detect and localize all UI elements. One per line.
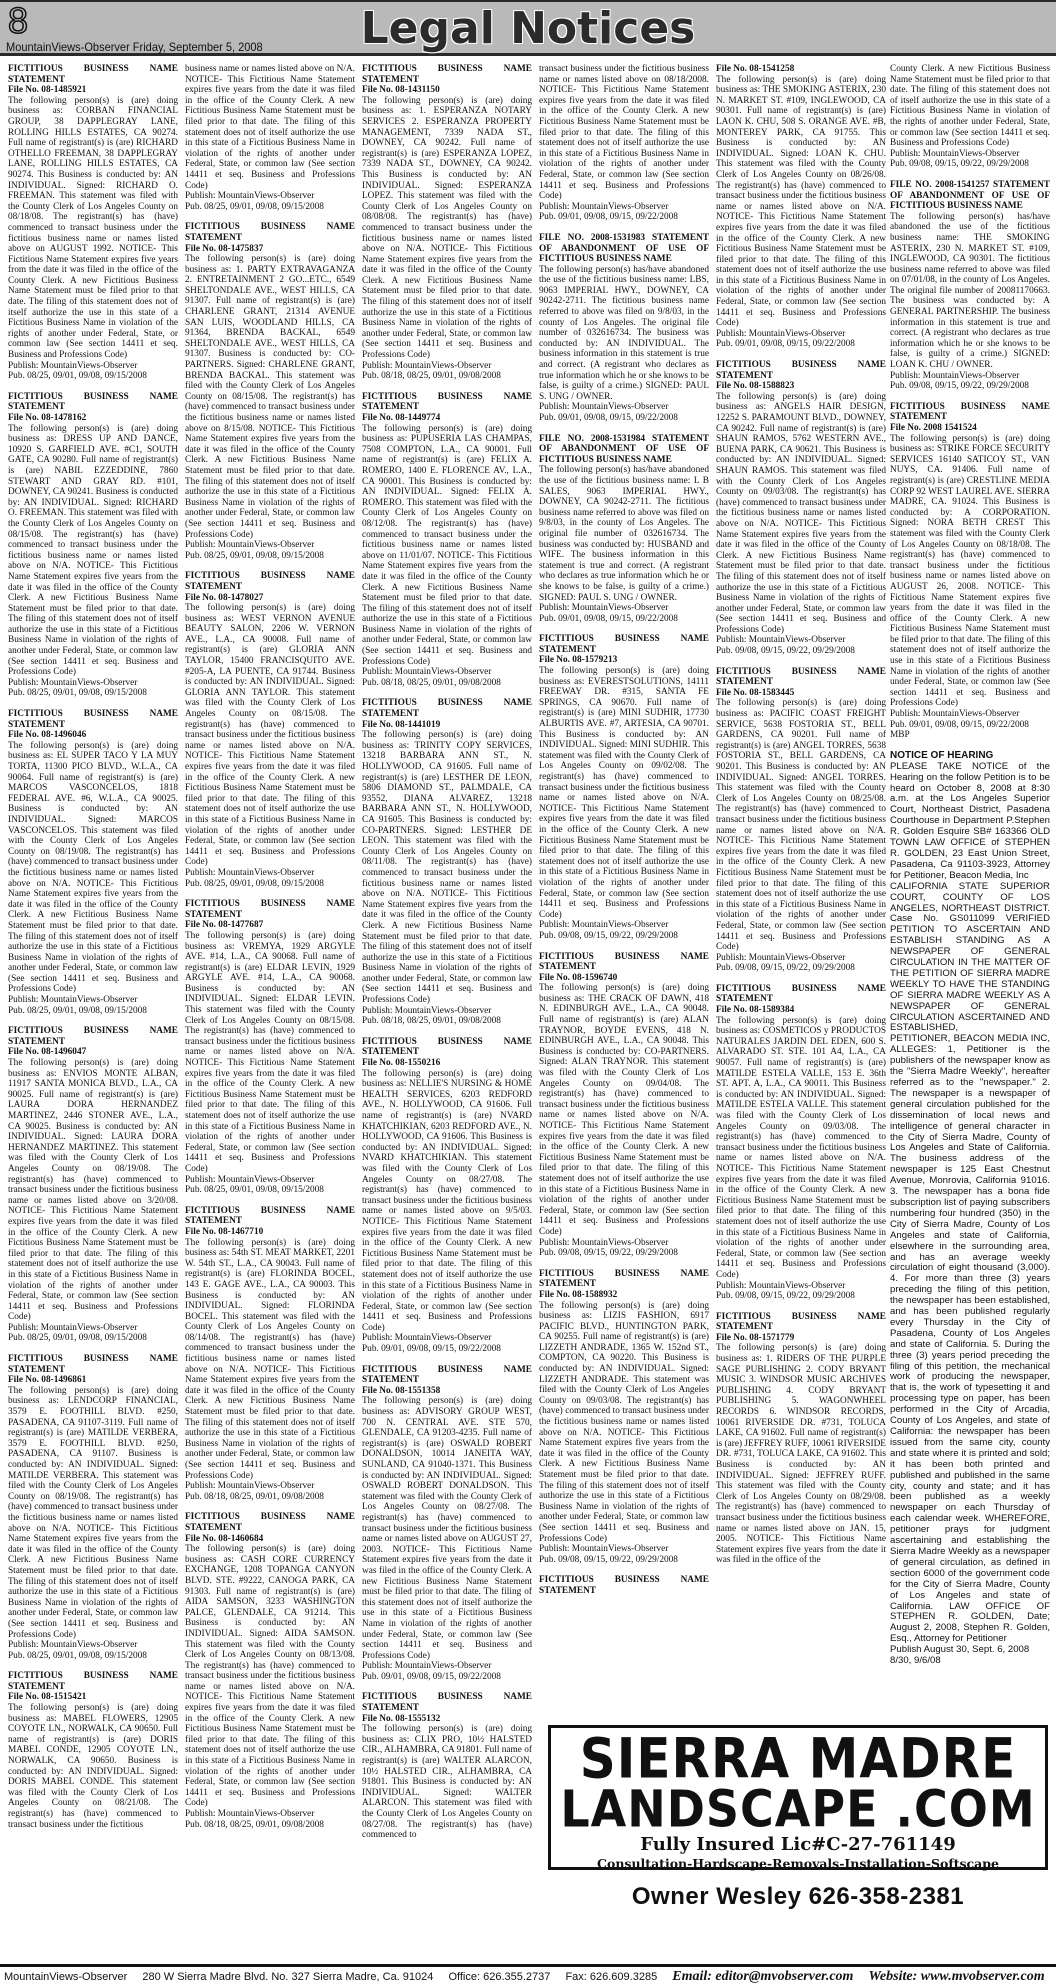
notice-heading: FICTITIOUS BUSINESS NAME STATEMENT [8,64,178,85]
notice-of-hearing [890,751,1050,1667]
notice-heading: FICTITIOUS BUSINESS NAME STATEMENT [539,634,709,655]
notice-publisher: Publish: MountainViews-Observer [362,1333,492,1344]
notice-publish-dates: Pub. 08/18, 08/25, 09/01, 09/08/2008 [362,371,501,382]
notice-heading: FICTITIOUS BUSINESS NAME STATEMENT [362,698,532,720]
notice-heading: FICTITIOUS BUSINESS NAME STATEMENT [8,1354,178,1375]
notice-publisher: Publish: MountainViews-Observer [185,191,315,202]
notice-publish-dates: Pub. 08/18, 08/25, 09/01, 09/08/2008 [185,1491,324,1502]
legal-notice [716,360,886,657]
notice-file-number: File No. 08-1477687 [185,920,264,931]
legal-notice [539,64,709,223]
notice-body: The following person(s) is (are) doing business as: STRIKE FORCE SECURITY SERVICES 16140 SATICOY ST., VAN NUYS, CA. 91406. Full name of registrant(s) is (are) CRESTLINE MEDIA CORP 92 WEST LAUREL AVE. SIERRA MADRE, CA. 91024. This Business is conducted by: A CORPORATION. Signed: NORA BETH CREST This statement was filed with the County Clerk of Los Angeles County on 08/18/08. The registrant(s) has (have) commenced to transact business under the fictitious business name or names listed above on AUGUST 26, 2008. NOTICE- This Fictitious Name Statement expires five years from the date it was filed in the office of the County Clerk. A new Fictitious Business Name Statement must be filed prior to that date. The filing of this statement does not of itself authorize the use in this state of a Fictitious Business Name in violation of the rights of another under Federal, State, or common law (See section 14411 et seq. Business and Professions Code) [890,433,1050,709]
notice-heading: FICTITIOUS BUSINESS NAME STATEMENT [185,222,355,243]
notice-publisher: Publish: MountainViews-Observer [8,677,138,688]
notice-body: The following person(s) is (are) doing business as: ENVIOS MONTE ALBAN, 11917 SANTA MONICA BLVD., L.A., CA 90025. Full name of registrant(s) is (are) LAURA DORA HERNANDEZ MARTINEZ, 2446 STONER AVE., L.A., CA 90025. Business is conducted by: AN INDIVIDUAL. Signed: LAURA DORA HERNANDEZ MARTINEZ. This statement was filed with the County Clerk of Los Angeles County on 08/19/08. The registrant(s) has (have) commenced to transact business under the fictitious business name or names listed above on 3/20/08. NOTICE- This Fictitious Name Statement expires five years from the date it was filed in the office of the County Clerk. A new Fictitious Business Name Statement must be filed prior to that date. The filing of this statement does not of itself authorize the use in this state of a Fictitious Business Name in violation of the rights of another under Federal, State, or common law (See section 14411 et seq. Business and Professions Code) [8,1058,178,1323]
legal-notice [890,402,1050,741]
legal-notice [185,64,355,212]
notice-publish-dates: Pub. 09/08, 09/15, 09/22, 09/29/2008 [539,930,678,941]
notice-publish-dates: Pub. 09/01, 09/08, 09/15, 09/22/2008 [716,339,855,350]
notice-columns [0,60,1056,1872]
notice-publisher: Publish: MountainViews-Observer [539,1237,669,1248]
notice-body: The following person(s) has/have abandoned the use of the fictitious business name: LBS, 9063 IMPERIAL HWY., DOWNEY, CA 90242-2711. The fictitious business name referred to above was filed on 9/8/03, in the county of Los Angeles. The original file number of 032616734. The business was conducted by: AN INDIVIDUAL. The business information in this statement is true and correct. (A registrant who declares as true information which he or she knows to be false, is guilty of a crime.) SIGNED: PAUL S. UNG / OWNER. [539,264,709,402]
notice-heading: FICTITIOUS BUSINESS NAME STATEMENT [185,571,355,592]
paper-dateline: MountainViews-Observer Friday, September 5, 2008 [6,40,263,54]
notice-publish-dates: Pub. 08/25, 09/01, 09/08, 09/15/2008 [185,878,324,889]
notice-heading: FICTITIOUS BUSINESS NAME STATEMENT [716,1311,886,1333]
notice-publisher: Publish: MountainViews-Observer [716,952,846,963]
notice-publish-dates: Pub. 09/08, 09/15, 09/22, 09/29/2008 [539,1554,678,1565]
notice-publish-dates: Pub. 08/18, 08/25, 09/01, 09/08/2008 [362,677,501,688]
legal-notice [362,392,532,689]
notice-publisher: Publish: MountainViews-Observer [8,1640,138,1651]
notice-body: The following person(s) is (are) doing business as: THE CRACK OF DAWN, 418 N. EDINBURGH AVE., L.A., CA 90048. Full name of registrant(s) is (are) ALAN TRAYNOR, BOYDE EVENS, 418 N. EDINBURGH AVE., L.A., CA 90048. This Business is conducted by: CO-PARTNERS. Signed: ALAN TRAYNOR. This statement was filed with the County Clerk of Los Angeles County on 09/04/08. The registrant(s) has (have) commenced to transact business under the fictitious business name or names listed above on N/A. NOTICE- This Fictitious Name Statement expires five years from the date it was filed in the office of the County Clerk. A new Fictitious Business Name Statement must be filed prior to that date. The filing of this statement does not of itself authorize the use in this state of a Fictitious Business Name in violation of the rights of another under Federal, State, or common law (See section 14411 et seq. Business and Professions Code) [539,983,709,1237]
notice-heading: FICTITIOUS BUSINESS NAME STATEMENT [716,666,886,688]
legal-notice [539,634,709,941]
legal-notice [8,1026,178,1344]
notice-body: The following person(s) is (are) doing business as: NELLIE'S NURSING & HOME HEALTH SERVICES, 6203 REDFORD AVE., N. HOLLYWOOD, CA 91606. Full name of registrant(s) is (are) NVARD KHATCHIKIAN, 6203 REDFORD AVE., N. HOLLYWOOD, CA 91606. This Business is conducted by: AN INDIVIDUAL. Signed: NVARD KHATCHIKIAN. This statement was filed with the County Clerk of Los Angeles County on 08/27/08. The registrant(s) has (have) commenced to transact business under the fictitious business name or names listed above on 9/5/03. NOTICE- This Fictitious Name Statement expires five years from the date it was filed in the office of the County Clerk. A new Fictitious Business Name Statement must be filed prior to that date. The filing of this statement does not of itself authorize the use in this state of a Fictitious Business Name in violation of the rights of another under Federal, State, or common law (See section 14411 et seq. Business and Professions Code) [362,1068,532,1333]
notice-publish-dates: Pub. 09/08, 09/15, 09/22, 09/29/2008 [716,963,855,974]
legal-notice [539,233,709,424]
legal-notice [8,64,178,382]
notice-file-number: File No. 08-1496046 [8,730,87,741]
notice-body: The following person(s) is (are) doing business as: DRESS UP AND DANCE, 10920 S. GARFIELD AVE. #C1, SOUTH GATE, CA 90280. Full name of registrant(s) is (are) NABIL EZZEDDINE, 7860 STEWART AND GRAY RD. #101, DOWNEY, CA 90241. Business is conducted by: AN INDIVIDUAL. Signed: RICHARD O. FREEMAN. This statement was filed with the County Clerk of Los Angeles County on 08/15/08. The registrant(s) has (have) commenced to transact business under the fictitious business name or names listed above on N/A. NOTICE- This Fictitious Name Statement expires five years from the date it was filed in the office of the County Clerk. A new Fictitious Business Name Statement must be filed prior to that date. The filing of this statement does not of itself authorize the use in this state of a Fictitious Business Name in violation of the rights of another under Federal, State, or common law (See section 14411 et seq. Business and Professions Code) [8,423,178,678]
legal-notice [8,709,178,1016]
notice-heading: FICTITIOUS BUSINESS NAME STATEMENT [539,1268,709,1290]
footer-email[interactable]: Email: editor@mvobserver.com [672,1969,854,1984]
column-2 [185,64,355,1870]
notice-body: The following person(s) is (are) doing business as: EVERESTSOLUTIONS, 14111 FREEWAY DR. #315, SANTA FE SPRINGS, CA 90670. Full name of registrant(s) is (are) MINI SUDHIR, 17730 ALBURTIS AVE. #7, ARTESIA, CA 90701. This Business is conducted by: AN INDIVIDUAL. Signed: MINI SUDHIR. This statement was filed with the County Clerk of Los Angeles County on 09/02/08. The registrant(s) has (have) commenced to transact business under the fictitious business name or names listed above on N/A. NOTICE- This Fictitious Name Statement expires five years from the date it was filed in the office of the County Clerk. A new Fictitious Business Name Statement must be filed prior to that date. The filing of this statement does not of itself authorize the use in this state of a Fictitious Business Name in violation of the rights of another under Federal, State, or common law (See section 14411 et seq. Business and Professions Code) [539,666,709,920]
notice-publisher: Publish: MountainViews-Observer [716,328,846,339]
notice-heading: FICTITIOUS BUSINESS NAME STATEMENT [362,1364,532,1386]
notice-heading: FILE NO. 2008-1541257 STATEMENT OF ABANDONMENT OF USE OF FICTITIOUS BUSINESS NAME [890,179,1050,212]
hearing-body: PLEASE TAKE NOTICE of the Hearing on the follow Petition is to be heard on October 8, 2008 at 8:30 a.m. at the Los Angeles Superior Court, Northeast District, Pasadena Courthouse in Department P.Stephen R. Golden Esquire SB# 163366 OLD TOWN LAW OFFICE of STEPHEN R. GOLDEN, 23 East Union Street, Pasadena, Ca 91103-3923, Attorney for Petitioner, Beacon Media, Inc [890,760,1050,881]
notice-file-number: File No. 08-1515421 [8,1692,87,1703]
legal-notice [362,64,532,382]
legal-notice [716,1312,886,1566]
notice-publish-dates: Pub. 09/01, 09/08, 09/15, 09/22/2008 [539,613,678,624]
notice-body: The following person(s) is (are) doing business as: CORBAN FINANCIAL GROUP, 38 DAPPLEGRAY LANE, ROLLING HILLS ESTATES, CA 90274. Full name of registrant(s) is (are) RICHARD OTHELLO FREEMAN, 38 DAPPLEGRAY LANE, ROLLING HILLS ESTATES, CA 90274. This Business is conducted by: AN INDIVIDUAL. Signed: RICHARD O. FREEMAN. This statement was filed with the County Clerk of Los Angeles County on 08/18/08. The registrant(s) has (have) commenced to transact business under the fictitious business name or names listed above on AUGUST 1992. NOTICE- This Fictitious Name Statement expires five years from the date it was filed in the office of the County Clerk. A new Fictitious Business Name Statement must be filed prior to that date. The filing of this statement does not of itself authorize the use in this state of a Fictitious Business Name in violation of the rights of another under Federal, State, or common law (See section 14411 et seq. Business and Professions Code) [8,95,178,361]
notice-publisher: Publish: MountainViews-Observer [362,667,492,678]
notice-body: business name or names listed above on N/A. NOTICE- This Fictitious Name Statement expires five years from the date it was filed in the office of the County Clerk. A new Fictitious Business Name Statement must be filed prior to that date. The filing of this statement does not of itself authorize the use in this state of a Fictitious Business Name in violation of the rights of another under Federal, State, or common law (See section 14411 et seq. Business and Professions Code) [185,64,355,191]
notice-heading: FILE NO. 2008-1531984 STATEMENT OF ABANDONMENT OF USE OF FICTITIOUS BUSINESS NAME [539,433,709,465]
notice-body: The following person(s) has/have abandoned the use of the fictitious business name: THE SMOKING ASTERIX, 230 N. MARKET ST. #109, INGLEWOOD, CA 90301. The fictitious business name referred to above was filed on 07/01/08, in the county of Los Angeles. The original file number of 20081170663. The business was conducted by: A GENERAL PARTNERSHIP. The business information in this statement is true and correct. (A registrant who declares as true information which he or she knows to be false, is guilty of a crime.) SIGNED: LOAN K. CHU / OWNER. [890,211,1050,371]
notice-publish-dates: Pub. 08/25, 09/01, 09/08, 09/15/2008 [8,1333,147,1344]
notice-file-number: File No. 08-1467710 [185,1226,264,1237]
notice-body: The following person(s) is (are) doing business as: CASH CORE CURRENCY EXCHANGE, 1208 TOPANGA CANYON BLVD. STE. #9222, CANOGA PARK, CA 91303. Full name of registrant(s) is (are) AIDA SAMSON, 3233 WASHINGTON PALCE, GLENDALE, CA 91214. This Business is conducted by: AN INDIVIDUAL. Signed: AIDA SAMSON. This statement was filed with the County Clerk of Los Angeles County on 08/13/08. The registrant(s) has (have) commenced to transact business under the fictitious business name or names listed above on N/A. NOTICE- This Fictitious Name Statement expires five years from the date it was filed in the office of the County Clerk. A new Fictitious Business Name Statement must be filed prior to that date. The filing of this statement does not of itself authorize the use in this state of a Fictitious Business Name in violation of the rights of another under Federal, State, or common law (See section 14411 et seq. Business and Professions Code) [185,1544,355,1809]
page-number: 8 [8,0,29,41]
section-title: Legal Notices [360,3,696,54]
ad-owner-phone: Owner Wesley 626-358-2381 [631,1883,965,1910]
notice-file-number: File No. 08-1588823 [716,381,795,392]
notice-file-number: File No. 08-1478027 [185,592,264,603]
notice-file-number: File No. 08-1551358 [362,1385,441,1396]
notice-file-number: File No. 08-1478162 [8,413,87,423]
notice-publisher: Publish: MountainViews-Observer [539,402,669,413]
notice-body: The following person(s) is (are) doing business as: CLIX PRO, 10½ HALSTED CIR., ALHAMBRA, CA 91801. Full name of registrant(s) is (are) WALTER ALARCON, 10½ HALSTED CIR., ALHAMBRA, CA 91801. This Business is conducted by: AN INDIVIDUAL. Signed: WALTER ALARCON. This statement was filed with the County Clerk of Los Angeles County on 08/27/08. The registrant(s) has (have) commenced to [362,1724,532,1841]
notice-body: The following person(s) is (are) doing business as: 1. RIDERS OF THE PURPLE SAGE PUBLISHING 2. CODY BRYANT MUSIC 3. WINDSOR MUSIC ARCHIVES PUBLISHING 4. CODY BRYANT PUBLISHING 5. WAGONWHEEL RECORDS 6. WINDSOR RECORDS, 10061 RIVERSIDE DR. #731, TOLUCA LAKE, CA 91602. Full name of registrant(s) is (are) JEFFREY RUFF, 10061 RIVERSIDE DR. #731, TOLUCA LAKE, CA 91602. This Business is conducted by: AN INDIVIDUAL. Signed: JEFFREY RUFF. This statement was filed with the County Clerk of Los Angeles County on 08/29/08. The registrant(s) has (have) commenced to transact business under the fictitious business name or names listed above on JAN. 15, 2005. NOTICE- This Fictitious Name Statement expires five years from the date it was filed in the office of the [716,1343,886,1566]
legal-notice [8,392,178,699]
notice-heading: FICTITIOUS BUSINESS NAME STATEMENT [362,1036,532,1058]
notice-body: The following person(s) is (are) doing business as: ADVISORY GROUP WEST, 700 N. CENTRAL AVE. STE 570, GLENDALE, CA 91203-4235. Full name of registrant(s) is (are) OSWALD ROBERT DONALDSON, 10014 JANEITA WAY, SUNLAND, CA 91040-1371. This Business is conducted by: AN INDIVIDUAL. Signed: OSWALD ROBERT DONALDSON. This statement was filed with the County Clerk of Los Angeles County on 08/27/08. The registrant(s) has (have) commenced to transact business under the fictitious business name or names listed above on AUGUST 27, 2003. NOTICE- This Fictitious Name Statement expires five years from the date it was filed in the office of the County Clerk. A new Fictitious Business Name Statement must be filed prior to that date. The filing of this statement does not of itself authorize the use in this state of a Fictitious Business Name in violation of the rights of another under Federal, State, or common law (See section 14411 et seq. Business and Professions Code) [362,1396,532,1661]
notice-body: The following person(s) is (are) doing business as: LIZIS FASHION, 6917 PACIFIC BLVD., HUNTINGTON PARK, CA 90255. Full name of registrant(s) is (are) LIZZETH ANDRADE, 1365 W. 152nd ST., COMPTON, CA 90220. This Business is conducted by: AN INDIVIDUAL. Signed: LIZZETH ANDRADE. This statement was filed with the County Clerk of Los Angeles County on 09/03/08. The registrant(s) has (have) commenced to transact business under the fictitious business name or names listed above on N/A. NOTICE- This Fictitious Name Statement expires five years from the date it was filed in the office of the County Clerk. A new Fictitious Business Name Statement must be filed prior to that date. The filing of this statement does not of itself authorize the use in this state of a Fictitious Business Name in violation of the rights of another under Federal, State, or common law (See section 14411 et seq. Business and Professions Code) [539,1300,709,1544]
notice-heading: FICTITIOUS BUSINESS NAME STATEMENT [716,983,886,1005]
notice-publisher: Publish: MountainViews-Observer [539,603,669,614]
legal-notice [185,1512,355,1830]
notice-publisher: Publish: MountainViews-Observer [716,635,846,646]
notice-publisher: Publish: MountainViews-Observer [716,1280,846,1291]
legal-notice [185,899,355,1196]
hearing-publish: Publish August 30, Sept. 6, 2008 [890,1644,1030,1656]
notice-heading: FICTITIOUS BUSINESS NAME STATEMENT [539,951,709,973]
legal-notice [890,64,1050,170]
notice-file-number: File No. 2008 1541524 [890,423,977,433]
notice-publisher: Publish: MountainViews-Observer [185,540,315,551]
notice-publish-dates: Pub. 08/18, 08/25, 09/01, 09/08/2008 [185,1819,324,1830]
notice-publisher: Publish: MountainViews-Observer [185,1174,315,1185]
notice-publish-dates: Pub. 08/25, 09/01, 09/08, 09/15/2008 [8,688,147,699]
footer-address: 280 W Sierra Madre Blvd. No. 327 Sierra Madre, Ca. 91024 [142,1971,434,1983]
notice-publisher: Publish: MountainViews-Observer [539,201,669,212]
notice-publisher: Publish: MountainViews-Observer [362,1661,492,1672]
legal-notice [362,1692,532,1840]
notice-heading: FICTITIOUS BUSINESS NAME STATEMENT [8,1026,178,1047]
notice-publish-dates: Pub. 09/01, 09/08, 09/15, 09/22/2008 MBP [890,719,1029,741]
notice-publish-dates: Pub. 08/25, 09/01, 09/08, 09/15/2008 [8,1650,147,1661]
notice-body: The following person(s) is (are) doing business as: PACIFIC COAST FREIGHT SERVICE, 5638 FOSTORIA ST., BELL GARDENS, CA 90201. Full name of registrant(s) is (are) ANGEL TORRES, 5638 FOSTORIA ST., BELL GARDENS, CA 90201. This Business is conducted by: AN INDIVIDUAL. Signed: ANGEL TORRES. This statement was filed with the County Clerk of Los Angeles County on 08/25/08. The registrant(s) has (have) commenced to transact business under the fictitious business name or names listed above on N/A. NOTICE- This Fictitious Name Statement expires five years from the date it was filed in the office of the County Clerk. A new Fictitious Business Name Statement must be filed prior to that date. The filing of this statement does not of itself authorize the use in this state of a Fictitious Business Name in violation of the rights of another under Federal, State, or common law (See section 14411 et seq. Business and Professions Code) [716,698,886,953]
notice-body: The following person(s) is (are) doing business as: MABEL FLOWERS, 12905 COYOTE LN., NORWALK, CA 90650. Full name of registrant(s) is (are) DORIS MABEL CONDE, 12905 COYOTE LN., NORWALK, CA 90650. Business is conducted by: AN INDIVIDUAL. Signed: DORIS MABEL CONDE. This statement was filed with the County Clerk of Los Angeles County on 08/21/08. The registrant(s) has (have) commenced to transact business under the fictitious [8,1703,178,1830]
notice-body: County Clerk. A new Fictitious Business Name Statement must be filed prior to that date. The filing of this statement does not of itself authorize the use in this state of a Fictitious Business Name in violation of the rights of another under Federal, State, or common law (See section 14411 et seq. Business and Professions Code) [890,64,1050,149]
notice-file-number: File No. 08-1555132 [362,1713,441,1724]
notice-publish-dates: Pub. 09/08, 09/15, 09/22, 09/29/2008 [539,1248,678,1259]
ad-subheadline: LANDSCAPE .COM [560,1779,1036,1839]
notice-heading: FICTITIOUS BUSINESS NAME STATEMENT [8,709,178,730]
notice-file-number: File No. 08-1583445 [716,687,795,698]
footer-fax: Fax: 626.609.3285 [565,1971,658,1983]
hearing-petition: CALIFORNIA STATE SUPERIOR COURT, COUNTY OF LOS ANGELES, NORTHEAST DISTRICT. Case No. GS011099 VERIFIED PETITION TO ASCERTAIN AND ESTABLISH STANDING AS A NEWSPAPER OF GENERAL CIRCULATION IN THE MATTER OF THE PETITION OF SIERRA MADRE WEEKLY TO HAVE THE STANDING OF SIERRA MADRE WEEKLY AS A NEWSPAPER OF GENERAL CIRCULATION ASCERTAINED AND ESTABLISHED, [890,880,1050,1034]
notice-publisher: Publish: MountainViews-Observer [185,1809,315,1819]
hearing-allegations: PETITIONER, BEACON MEDIA INC, ALLEGES: 1, Petitioner is the publishers of the newspaper know as the "Sierra Madre Weekly", hereafter referred as to the "newspaper." 2. The newspaper is a newspaper of general circulation published for the dissemination of local news and intelligence of general character in the City of Sierra Madre, County of Los Angeles and State of California. The business address of the newspaper is 125 East Chestnut Avenue, Monrovia, California 91016. 3. The newspaper has a bona fide subscription list of paying subscribers numbering four hundred (350) in the City of Sierra Madre, County of Los Angeles and state of California, elsewhere in the surrounding area, and has an average weekly circulation of eight thousand (3,000). 4. For more than three (3) years preceding the filing of this petition, the newspaper has been established, and has been published regularly every Thursday in the City of Pasadena, County of Los Angeles and state of California. 5. During the three (3) years period preceding the filing of this petition, the mechanical work of producing the newspaper, that is, the work of typesetting it and processing type on paper, has been performed in the City of Arcadia, County of Los Angeles, and state of California: the newspaper has been issued from the same city, county and state where it is printed and sold; it has been both printed and published and published in the same city, county and state; and it has been published as a weekly newspaper on each Thursday of each calendar week. WHEREFORE, petitioner prays for judgment ascertaining and establishing the Sierra Madre Weekly as a newspaper of general circulation, as defined in section 6000 of the government code for the City of Sierra Madre, County of Los Angeles and state of California. LAW OFFICE OF STEPHEN R. GOLDEN, Date; August 2, 2008, Stephen R. Golden, Esq., Attorney for Petitioner [890,1033,1050,1645]
notice-publish-dates: Pub. 09/08, 09/15, 09/22, 09/29/2008 [890,381,1029,392]
notice-file-number: File No. 08-1550216 [362,1058,441,1069]
hearing-dates: 8/30, 9/6/08 [890,1655,941,1667]
notice-publish-dates: Pub. 09/01, 09/08, 09/15, 09/22/2008 [362,1344,501,1355]
legal-notice [539,1575,709,1596]
legal-notice [185,1206,355,1503]
notice-file-number: File No. 08-1431150 [362,85,440,96]
notice-body: The following person(s) is (are) doing business as: ANGELS HAIR DESIGN, 12252 S. PARAMOUNT BLVD., DOWNEY, CA 90242. Full name of registrant(s) is (are) SHAUN RAMOS, 5762 WESTERN AVE., BUENA PARK, CA 90621. This Business is conducted by: AN INDIVIDUAL. Signed: SHAUN RAMOS. This statement was filed with the County Clerk of Los Angeles County on 09/03/08. The registrant(s) has (have) commenced to transact business under the fictitious business name or names listed above on N/A. NOTICE- This Fictitious Name Statement expires five years from the date it was filed in the office of the County Clerk. A new Fictitious Business Name Statement must be filed prior to that date. The filing of this statement does not of itself authorize the use in this state of a Fictitious Business Name in violation of the rights of another under Federal, State, or common law (See section 14411 et seq. Business and Professions Code) [716,391,886,635]
ad-headline: SIERRA MADRE [579,1727,1017,1791]
ad-services: Consultation-Hardscape-Removals-Installation-Softscape [597,1856,999,1871]
notice-heading: FICTITIOUS BUSINESS NAME STATEMENT [890,401,1050,423]
notice-publisher: Publish: MountainViews-Observer [890,709,1020,720]
notice-file-number: File No. 08-1441019 [362,719,441,730]
notice-file-number: File No. 08-1449774 [362,413,441,423]
notice-body: The following person(s) is (are) doing business as: 1. PARTY EXTRAVAGANZA 2. ENTRETAINMENT 2 GO...ETC., 6549 SHELTONDALE AVE., WEST HILLS, CA 91307. Full name of registrant(s) is (are) CHARLENE GRANT, 21314 AVENUE SAN LUIS, WOODLAND HILLS, CA 91364, BRENDA BACKAL, 6549 SHELTONDALE AVE., WEST HILLS, CA 91307. Business is conducted by: CO-PARTNERS. Signed: CHARLENE GRANT, BRENDA BACKAL. This statement was filed with the County Clerk of Los Angeles County on 08/15/08. The registrant(s) has (have) commenced to transact business under the fictitious business name or names listed above on 8/15/08. NOTICE- This Fictitious Name Statement expires five years from the date it was filed in the office of the County Clerk. A new Fictitious Business Name Statement must be filed prior to that date. The filing of this statement does not of itself authorize the use in this state of a Fictitious Business Name in violation of the rights of another under Federal, State, or common law (See section 14411 et seq. Business and Professions Code) [185,254,355,540]
legal-notice [716,667,886,974]
notice-file-number: File No. 08-1541258 [716,64,795,74]
notice-publisher: Publish: MountainViews-Observer [539,920,669,931]
notice-file-number: File No. 08-1589384 [716,1005,795,1016]
notice-heading: FILE NO. 2008-1531983 STATEMENT OF ABANDONMENT OF USE OF FICTITIOUS BUSINESS NAME [539,232,709,265]
hearing-title: NOTICE OF HEARING [890,749,994,761]
notice-publish-dates: Pub. 08/25, 09/01, 09/08, 09/15/2008 [185,201,324,212]
notice-heading: FICTITIOUS BUSINESS NAME STATEMENT [362,1692,532,1714]
notice-publish-dates: Pub. 08/25, 09/01, 09/08, 09/15/2008 [185,1185,324,1196]
notice-publish-dates: Pub. 09/01, 09/08, 09/15, 09/22/2008 [539,413,678,423]
notice-publisher: Publish: MountainViews-Observer [362,360,492,371]
legal-notice [8,1354,178,1661]
notice-file-number: File No. 08-1596740 [539,972,618,983]
notice-file-number: File No. 08-1588932 [539,1289,618,1300]
notice-body: The following person(s) is (are) doing business as: TRINITY COPY SERVICES, 13218 BARBARA ANN ST., N. HOLLYWOOD, CA 91605. Full name of registrant(s) is (are) LESTHER DE LEON, 5806 DIAMOND ST., PALMDALE, CA 93552, DIANA ALVAREZ, 13218 BARBARA ANN ST., N. HOLLYWOOD, CA 91605. This Business is conducted by: CO-PARTNERS. Signed: LESTHER DE LEON. This statement was filed with the County Clerk of Los Angeles County on 08/11/08. The registrant(s) has (have) commenced to transact business under the fictitious business name or names listed above on N/A. NOTICE- This Fictitious Name Statement expires five years from the date it was filed in the office of the County Clerk. A new Fictitious Business Name Statement must be filed prior to that date. The filing of this statement does not of itself authorize the use in this state of a Fictitious Business Name in violation of the rights of another under Federal, State, or common law (See section 14411 et seq. Business and Professions Code) [362,730,532,1006]
legal-notice [539,952,709,1259]
notice-publish-dates: Pub. 08/25, 09/01, 09/08, 09/15/2008 [8,1005,147,1016]
notice-publish-dates: Pub. 09/08, 09/15, 09/22, 09/29/2008 [716,1291,855,1302]
column-1 [8,64,178,1870]
notice-body: The following person(s) is (are) doing business as: LENDCORP FINANCIAL, 3579 E. FOOTHILL BLVD. #250, PASADENA, CA 91107-3119. Full name of registrant(s) is (are) MATILDE VERBERA, 3579 E. FOOTHILL BLVD. #250, PASADENA, CA 91107. Business is conducted by: AN INDIVIDUAL. Signed: MATILDE VERBERA. This statement was filed with the County Clerk of Los Angeles County on 08/19/08. The registrant(s) has (have) commenced to transact business under the fictitious business name or names listed above on N/A. NOTICE- This Fictitious Name Statement expires five years from the date it was filed in the office of the County Clerk. A new Fictitious Business Name Statement must be filed prior to that date. The filing of this statement does not of itself authorize the use in this state of a Fictitious Business Name in violation of the rights of another under Federal, State, or common law (See section 14411 et seq. Business and Professions Code) [8,1385,178,1640]
notice-publish-dates: Pub. 08/25, 09/01, 09/08, 09/15/2008 [185,550,324,561]
legal-notice [539,1269,709,1566]
notice-publish-dates: Pub. 09/08, 09/15, 09/22, 09/29/2008 [890,159,1029,170]
notice-file-number: File No. 08-1485921 [8,85,87,96]
notice-file-number: File No. 08-1579213 [539,655,618,666]
notice-publisher: Publish: MountainViews-Observer [539,1544,669,1555]
notice-body: The following person(s) is (are) doing business as: 1. ESPERANZA NOTARY SERVICES 2. ESPERANZA PROPERTY MANAGEMENT, 7339 NADA ST., DOWNEY, CA 90242. Full name of registrant(s) is (are) ESPERANZA LOPEZ, 7339 NADA ST., DOWNEY, CA 90242. This Business is conducted by: AN INDIVIDUAL. Signed: ESPERANZA LOPEZ. This statement was filed with the County Clerk of Los Angeles County on 08/08/08. The registrant(s) has (have) commenced to transact business under the fictitious business name or names listed above on N/A. NOTICE- This Fictitious Name Statement expires five years from the date it was filed in the office of the County Clerk. A new Fictitious Business Name Statement must be filed prior to that date. The filing of this statement does not of itself authorize the use in this state of a Fictitious Business Name in violation of the rights of another under Federal, State, or common law (See section 14411 et seq. Business and Professions Code) [362,95,532,361]
notice-file-number: File No. 08-1460684 [185,1533,264,1544]
legal-notice [539,434,709,625]
notice-publisher: Publish: MountainViews-Observer [890,370,1020,381]
notice-body: The following person(s) is (are) doing business as: VREMYA, 1929 ARGYLE AVE. #14, L.A., CA 90068. Full name of registrant(s) is (are) ELDAR LEVIN, 1929 ARGYLE AVE. #14, L.A., CA 90068. Business is conducted by: AN INDIVIDUAL. Signed: ELDAR LEVIN. This statement was filed with the County Clerk of Los Angeles County on 08/15/08. The registrant(s) has (have) commenced to transact business under the fictitious business name or names listed above on N/A. NOTICE- This Fictitious Name Statement expires five years from the date it was filed in the office of the County Clerk. A new Fictitious Business Name Statement must be filed prior to that date. The filing of this statement does not of itself authorize the use in this state of a Fictitious Business Name in violation of the rights of another under Federal, State, or common law (See section 14411 et seq. Business and Professions Code) [185,930,355,1174]
notice-publisher: Publish: MountainViews-Observer [8,360,138,371]
notice-body: The following person(s) is (are) doing business as: WEST VERNON AVENUE BEAUTY SALON, 2206 W. VERNON AVE., L.A., CA 90008. Full name of registrant(s) is (are) GLORIA ANN TAYLOR, 15400 FRANCISQUITO AVE. #205-A, LA PUENTE, CA 91744. Business is conducted by: AN INDIVIDUAL. Signed: GLORIA ANN TAYLOR. This statement was filed with the County Clerk of Los Angeles County on 08/15/08. The registrant(s) has (have) commenced to transact business under the fictitious business name or names listed above on N/A. NOTICE- This Fictitious Name Statement expires five years from the date it was filed in the office of the County Clerk. A new Fictitious Business Name Statement must be filed prior to that date. The filing of this statement does not of itself authorize the use in this state of a Fictitious Business Name in violation of the rights of another under Federal, State, or common law (See section 14411 et seq. Business and Professions Code) [185,603,355,868]
notice-publisher: Publish: MountainViews-Observer [8,995,138,1006]
notice-file-number: File No. 08-1571779 [716,1332,795,1343]
notice-heading: FICTITIOUS BUSINESS NAME STATEMENT [539,1575,709,1596]
notice-publish-dates: Pub. 09/08, 09/15, 09/22, 09/29/2008 [716,646,855,657]
notice-heading: FICTITIOUS BUSINESS NAME STATEMENT [716,360,886,381]
column-6 [890,64,1050,1744]
notice-heading: FICTITIOUS BUSINESS NAME STATEMENT [185,1512,355,1533]
notice-heading: FICTITIOUS BUSINESS NAME STATEMENT [8,1671,178,1692]
legal-notice [185,571,355,889]
notice-publish-dates: Pub. 09/01, 09/08, 09/15, 09/22/2008 [362,1671,501,1682]
notice-heading: FICTITIOUS BUSINESS NAME STATEMENT [185,1205,355,1227]
masthead [0,0,1056,56]
legal-notice [185,222,355,561]
notice-body: The following person(s) is (are) doing business as: THE SMOKING ASTERIX, 230 N. MARKET ST. #109, INGLEWOOD, CA 90301. Full name of registrant(s) is (are) LAON K. CHU, 508 S. ORANGE AVE. #B, MONTEREY PARK, CA 91755. This Business is conducted by: AN INDIVIDUAL. Signed: LOAN K. CHU. This statement was filed with the County Clerk of Los Angeles County on 08/26/08. The registrant(s) has (have) commenced to transact business under the fictitious business name or names listed above on N/A. NOTICE- This Fictitious Name Statement expires five years from the date it was filed in the office of the County Clerk. A new Fictitious Business Name Statement must be filed prior to that date. The filing of this statement does not of itself authorize the use in this state of a Fictitious Business Name in violation of the rights of another under Federal, State, or common law (See section 14411 et seq. Business and Professions Code) [716,74,886,329]
notice-heading: FICTITIOUS BUSINESS NAME STATEMENT [185,899,355,920]
ad-license: Fully Insured Lic#C-27-761149 [640,1834,956,1855]
footer-website[interactable]: Website: www.mvobserver.com [868,1969,1045,1984]
notice-file-number: File No. 08-1496861 [8,1375,87,1386]
notice-heading: FICTITIOUS BUSINESS NAME STATEMENT [362,64,532,85]
notice-heading: FICTITIOUS BUSINESS NAME STATEMENT [8,391,178,413]
notice-publisher: Publish: MountainViews-Observer [890,148,1020,159]
notice-body: The following person(s) is (are) doing business as: EL SUPER TACO Y LA MUY TORTA, 11300 PICO BLVD., W.L.A., CA 90064. Full name of registrant(s) is (are) MARCOS VASCONCELOS, 1818 FEDERAL AVE. #6, W.L.A., CA 90025. Business is conducted by: AN INDIVIDUAL. Signed: MARCOS VASCONCELOS. This statement was filed with the County Clerk of Los Angeles County on 08/19/08. The registrant(s) has (have) commenced to transact business under the fictitious business name or names listed above on N/A. NOTICE- This Fictitious Name Statement expires five years from the date it was filed in the office of the County Clerk. A new Fictitious Business Name Statement must be filed prior to that date. The filing of this statement does not of itself authorize the use in this state of a Fictitious Business Name in violation of the rights of another under Federal, State, or common law (See section 14411 et seq. Business and Professions Code) [8,740,178,995]
legal-notice [362,698,532,1026]
legal-notice [8,1671,178,1830]
legal-notice [890,180,1050,392]
legal-notice [362,1037,532,1355]
legal-notice [716,64,886,350]
footer-paper: MountainViews-Observer [4,1971,128,1983]
page-footer [0,1964,1056,1988]
notice-publish-dates: Pub. 08/18, 08/25, 09/01, 09/08/2008 [362,1016,501,1027]
notice-heading: FICTITIOUS BUSINESS NAME STATEMENT [362,391,532,413]
notice-publisher: Publish: MountainViews-Observer [362,1005,492,1016]
notice-publish-dates: Pub. 09/01, 09/08, 09/15, 09/22/2008 [539,212,678,223]
notice-publisher: Publish: MountainViews-Observer [185,867,315,878]
legal-notice [362,1365,532,1683]
legal-notice [716,984,886,1302]
footer-office-phone: Office: 626.355.2737 [448,1971,551,1983]
notice-body: The following person(s) is (are) doing business as: COSMETICOS y PRODUCTOS NATURALES JARDIN DEL EDEN, 600 S. ALVARADO ST. STE. 101 A4, L.A., CA 90057. Full name of registrant(s) is (are) MATILDE ESTELA VALLE, 153 E. 36th ST. APT. A, L.A., CA 90011. This Business is conducted by: AN INDIVIDUAL. Signed: MATILDE ESTELA VALLE. This statement was filed with the County Clerk of Los Angeles County on 09/03/08. The registrant(s) has (have) commenced to transact business under the fictitious business name or names listed above on N/A. NOTICE- This Fictitious Name Statement expires five years from the date it was filed in the office of the County Clerk. A new Fictitious Business Name Statement must be filed prior to that date. The filing of this statement does not of itself authorize the use in this state of a Fictitious Business Name in violation of the rights of another under Federal, State, or common law (See section 14411 et seq. Business and Professions Code) [716,1015,886,1280]
column-5 [716,64,886,1704]
column-3 [362,64,532,1870]
notice-publisher: Publish: MountainViews-Observer [8,1322,138,1333]
notice-body: The following person(s) has/have abandoned the use of the fictitious business name: L B SALES, 9063 IMPERIAL HWY., DOWNEY, CA 90242-2711. The fictitious business name referred to above was filed on 9/8/03, in the county of Los Angeles. The original file number of 032616734. The business was conducted by: HUSBAND and WIFE. The business information in this statement is true and correct. (A registrant who declares as true information which he or she knows to be false, is guilty of a crime.) SIGNED: PAUL S. UNG / OWNER. [539,465,709,603]
landscape-advertisement [548,1725,1048,1910]
column-4 [539,64,709,1704]
notice-body: transact business under the fictitious business name or names listed above on 08/18/2008. NOTICE- This Fictitious Name Statement expires five years from the date it was filed in the office of the County Clerk. A new Fictitious Business Name Statement must be filed prior to that date. The filing of this statement does not of itself authorize the use in this state of a Fictitious Business Name in violation of the rights of another under Federal, State, or common law (See section 14411 et seq. Business and Professions Code) [539,64,709,202]
notice-file-number: File No. 08-1496047 [8,1047,87,1058]
notice-publish-dates: Pub. 08/25, 09/01, 09/08, 09/15/2008 [8,371,147,382]
notice-body: The following person(s) is (are) doing business as: PUPUSERIA LAS CHAMPAS, 7508 COMPTON, L.A., CA 90001. Full name of registrant(s) is (are) FELIX A. ROMERO, 1400 E. FLORENCE AV., L.A., CA 90001. This Business is conducted by: AN INDIVIDUAL. Signed: FELIX A. ROMERO. This statement was filed with the County Clerk of Los Angeles County on 08/12/08. The registrant(s) has (have) commenced to transact business under the fictitious business name or names listed above on 11/01/07. NOTICE- This Fictitious Name Statement expires five years from the date it was filed in the office of the County Clerk. A new Fictitious Business Name Statement must be filed prior to that date. The filing of this statement does not of itself authorize the use in this state of a Fictitious Business Name in violation of the rights of another under Federal, State, or common law (See section 14411 et seq. Business and Professions Code) [362,423,532,667]
notice-file-number: File No. 08-1475837 [185,243,264,254]
notice-publisher: Publish: MountainViews-Observer [185,1481,315,1492]
notice-body: The following person(s) is (are) doing business as: 54th ST. MEAT MARKET, 2201 W. 54th ST., L.A., CA 90043. Full name of registrant(s) is (are) FLORINDA BOCEL, 143 E. GAGE AVE., L.A., CA 90003. This Business is conducted by: AN INDIVIDUAL. Signed: FLORINDA BOCEL. This statement was filed with the County Clerk of Los Angeles County on 08/14/08. The registrant(s) has (have) commenced to transact business under the fictitious business name or names listed above on N/A. NOTICE- This Fictitious Name Statement expires five years from the date it was filed in the office of the County Clerk. A new Fictitious Business Name Statement must be filed prior to that date. The filing of this statement does not of itself authorize the use in this state of a Fictitious Business Name in violation of the rights of another under Federal, State, or common law (See section 14411 et seq. Business and Professions Code) [185,1237,355,1481]
